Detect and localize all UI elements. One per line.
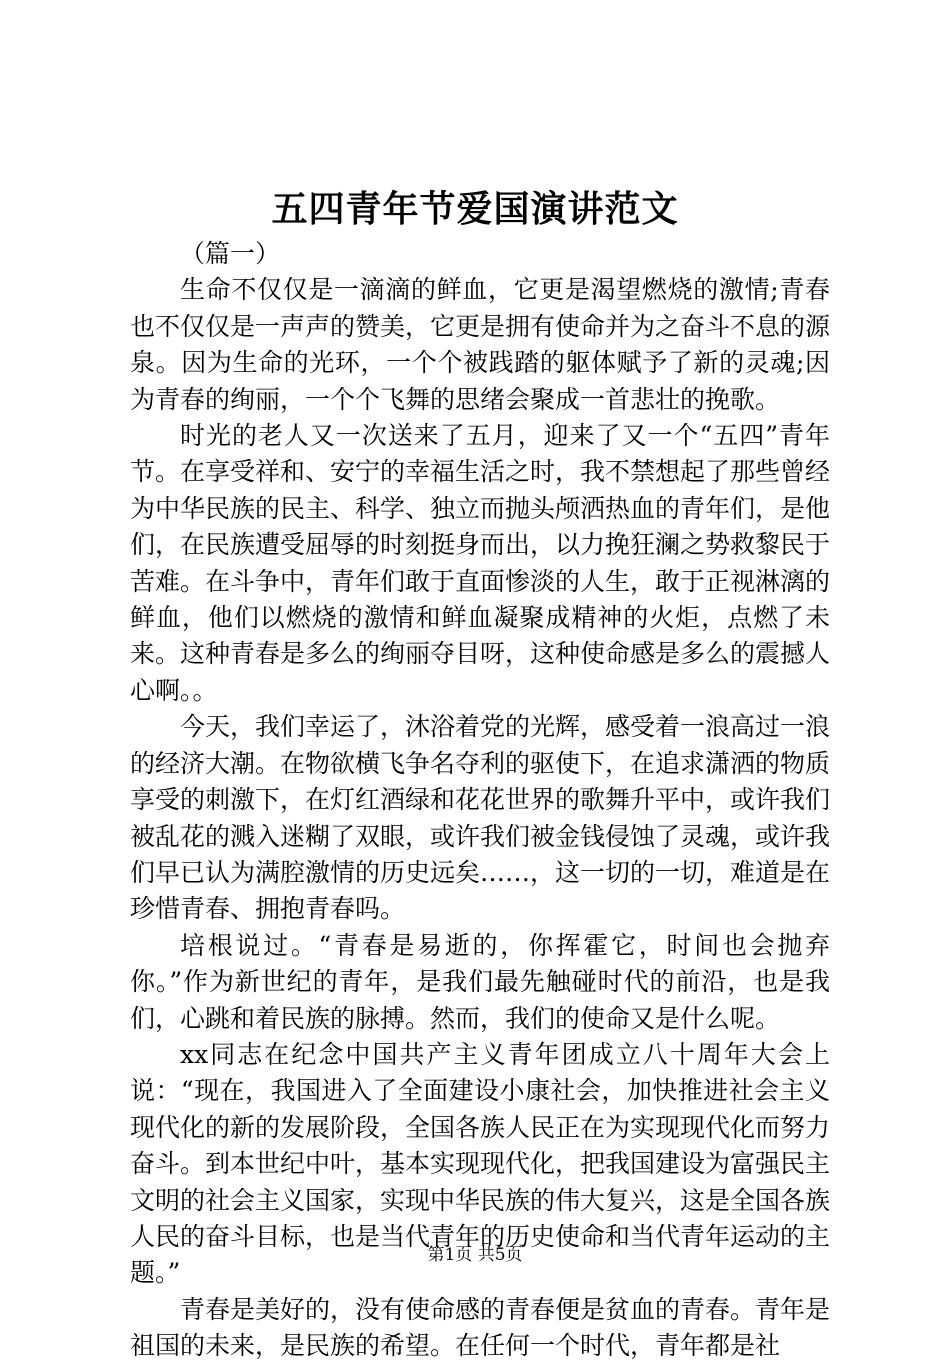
- paragraph: xx同志在纪念中国共产主义青年团成立八十周年大会上说：“现在，我国进入了全面建设小康社会，加快推进社会主义现代化的新的发展阶段，全国各族人民正在为实现现代化而努力奋斗。到本世纪中叶，基本实现现代化，把我国建设为富强民主文明的社会主义国家，实现中华民族的伟大复兴，这是全国各族人民的奋斗目标，也是当代青年的历史使命和当代青年运动的主题。”: [130, 1039, 831, 1288]
- paragraph: 生命不仅仅是一滴滴的鲜血，它更是渴望燃烧的激情;青春也不仅仅是一声声的赞美，它更是拥有使命并为之奋斗不息的源泉。因为生命的光环，一个个被践踏的躯体赋予了新的灵魂;因为青春的绚丽，一个个飞舞的思绪会聚成一首悲壮的挽歌。: [130, 275, 831, 414]
- paragraph: 培根说过。“青春是易逝的，你挥霍它，时间也会抛弃你。”作为新世纪的青年，是我们最先触碰时代的前沿，也是我们，心跳和着民族的脉搏。然而，我们的使命又是什么呢。: [130, 930, 830, 1033]
- paragraph: 时光的老人又一次送来了五月，迎来了又一个“五四”青年节。在享受祥和、安宁的幸福生活之时，我不禁想起了那些曾经为中华民族的民主、科学、独立而抛头颅洒热血的青年们，是他们，在民族遭受屈辱的时刻挺身而出，以力挽狂澜之势救黎民于苦难。在斗争中，青年们敢于直面惨淡的人生，敢于正视淋漓的鲜血，他们以燃烧的激情和鲜血凝聚成精神的火炬，点燃了未来。这种青春是多么的绚丽夺目呀，这种使命感是多么的震撼人心啊。。: [130, 421, 831, 705]
- section-label: （篇一）: [180, 239, 281, 268]
- page-footer: 第1页 共5页: [427, 1245, 523, 1265]
- paragraph: 青春是美好的，没有使命感的青春便是贫血的青春。青年是祖国的未来，是民族的希望。在任何一个时代，青年都是社: [130, 1294, 831, 1361]
- document-body: [130, 236, 830, 1365]
- document-title: 五四青年节爱国演讲范文: [271, 188, 679, 230]
- paragraph: 今天，我们幸运了，沐浴着党的光辉，感受着一浪高过一浪的经济大潮。在物欲横飞争名夺利的驱使下，在追求潇洒的物质享受的刺激下，在灯红酒绿和花花世界的歌舞升平中，或许我们被乱花的溅入迷糊了双眼，或许我们被金钱侵蚀了灵魂，或许我们早已认为满腔激情的历史远矣……，这一切的一切，难道是在珍惜青春、拥抱青春吗。: [130, 712, 831, 924]
